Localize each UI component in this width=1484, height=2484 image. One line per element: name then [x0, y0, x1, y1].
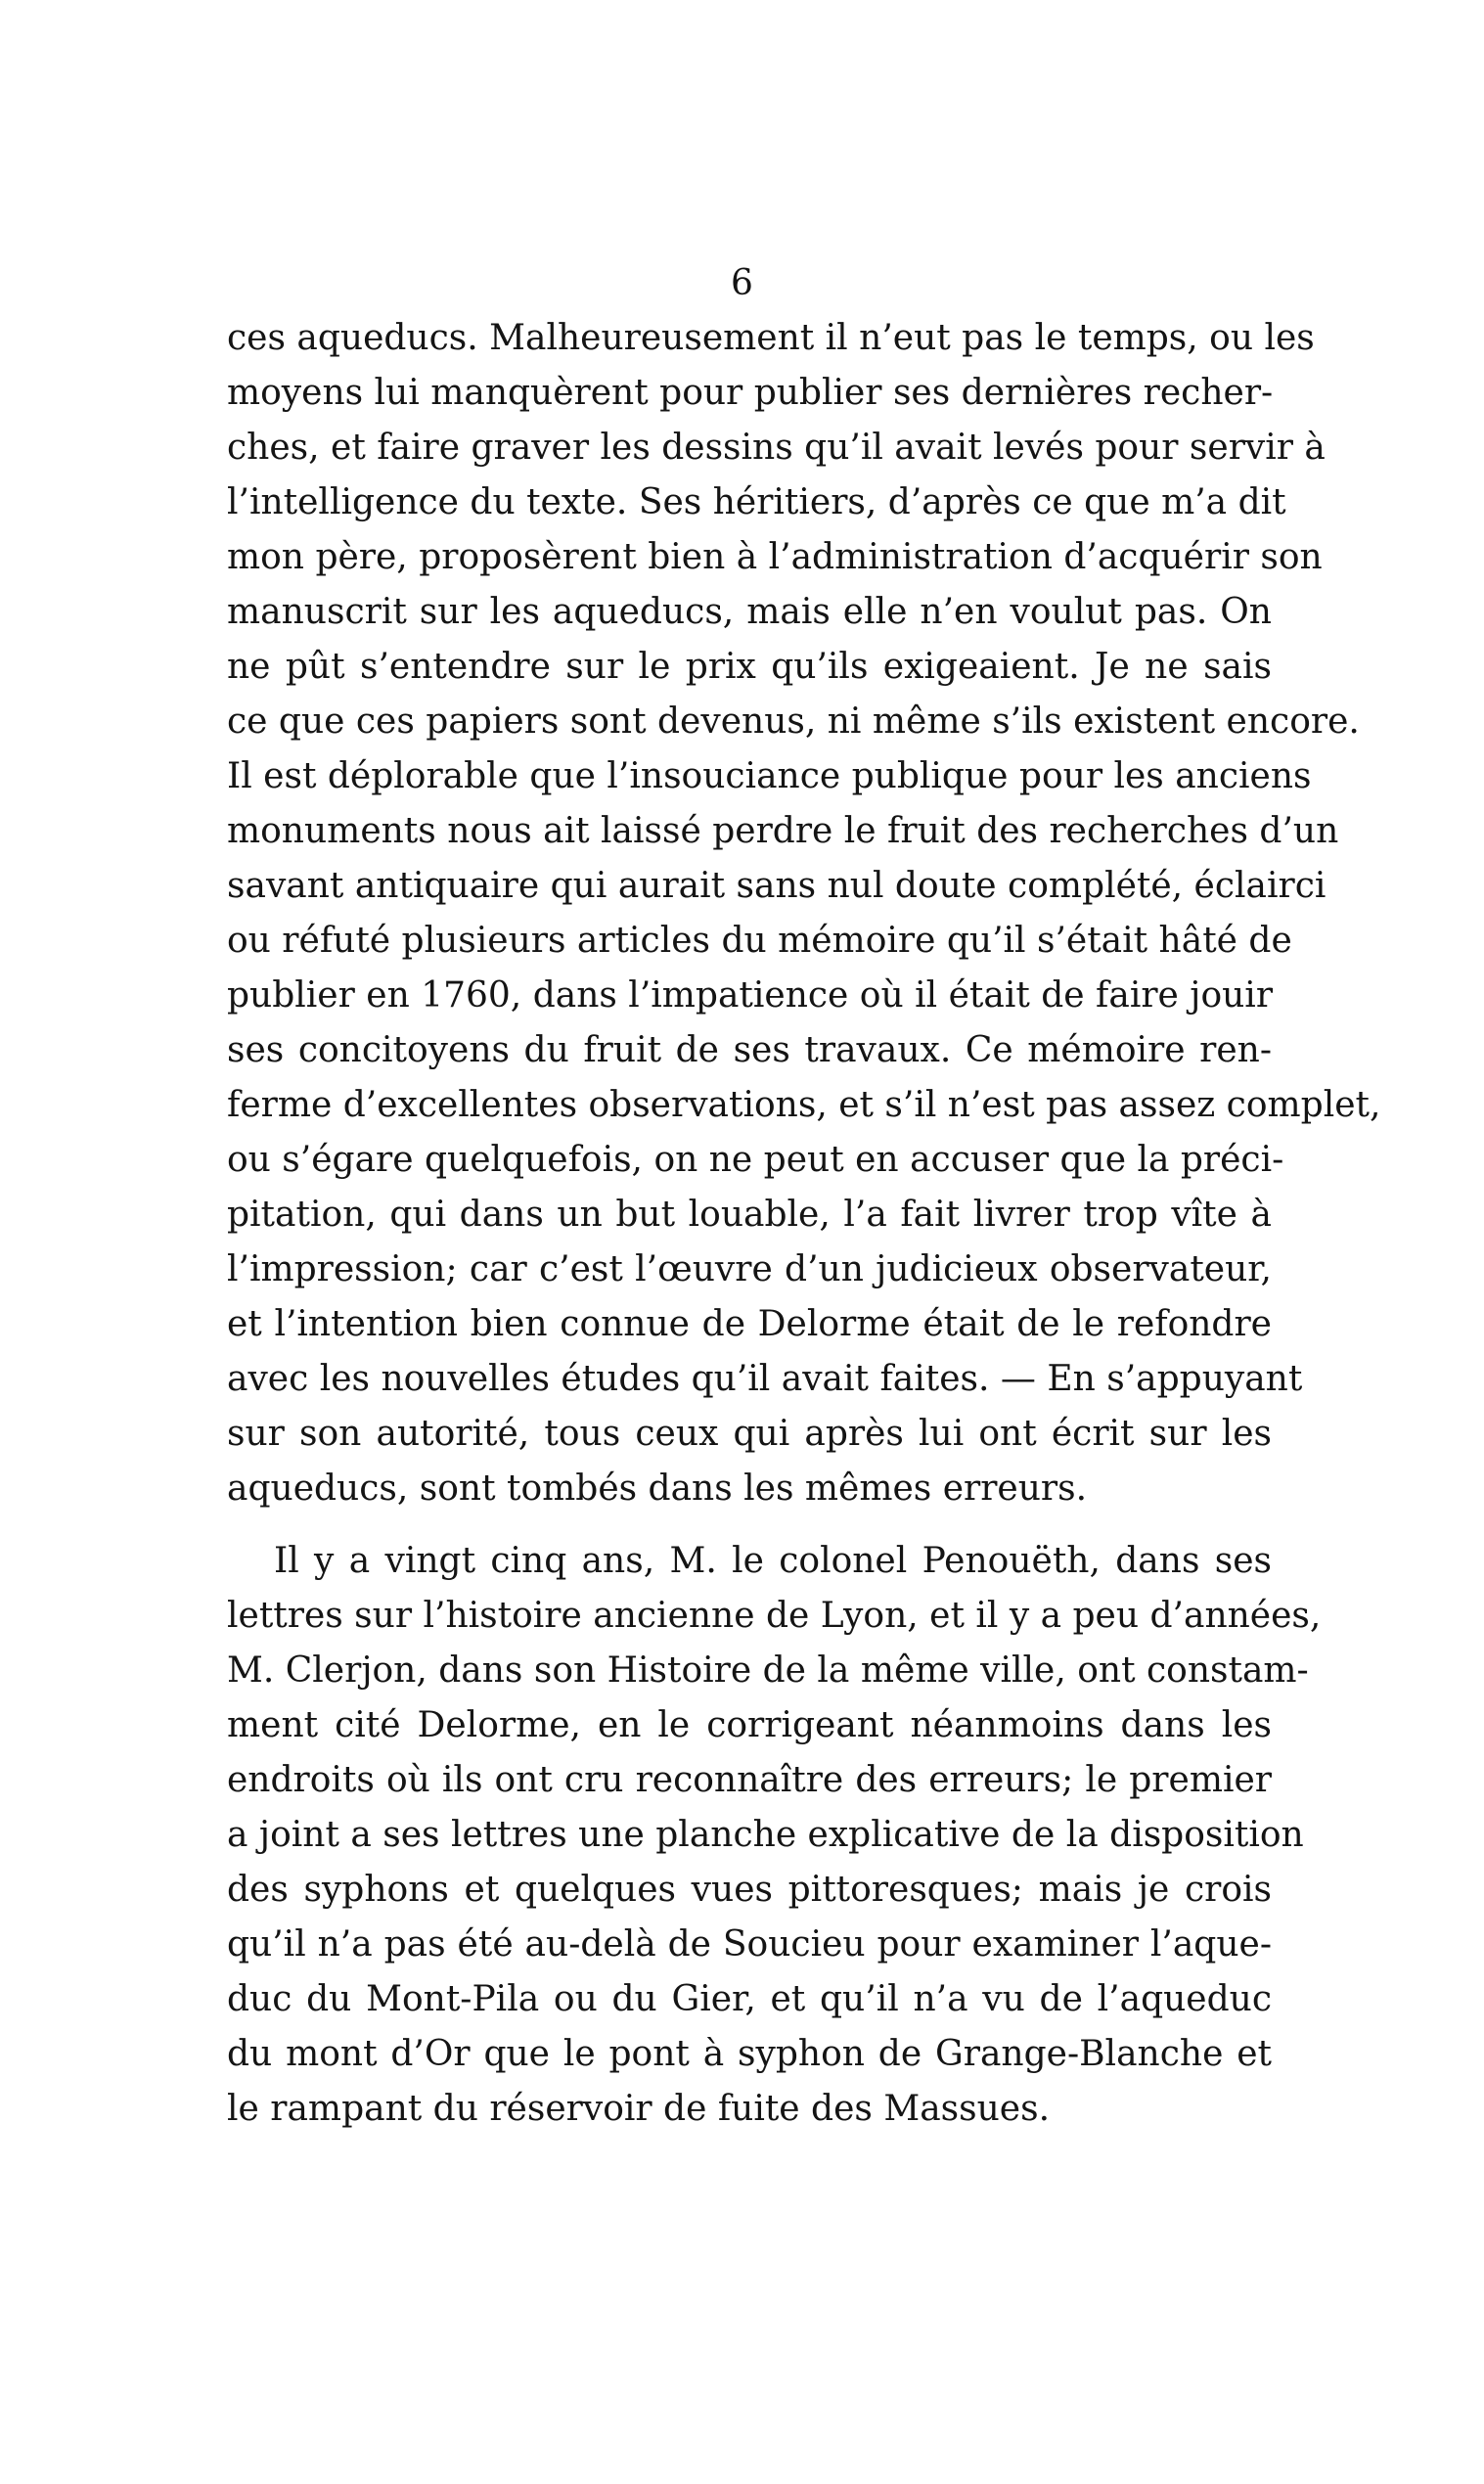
text-line: manuscrit sur les aqueducs, mais elle n’en voulut pas. On	[227, 592, 1272, 632]
page-number: 6	[731, 263, 753, 303]
text-line: le rampant du réservoir de fuite des Massues.	[227, 2089, 1051, 2129]
text-line: Il y a vingt cinq ans, M. le colonel Penouëth, dans ses	[274, 1541, 1272, 1581]
text-line: ou réfuté plusieurs articles du mémoire qu’il s’était hâté de	[227, 921, 1292, 961]
paragraph-gap	[227, 1516, 1272, 1534]
text-line: M. Clerjon, dans son Histoire de la même ville, ont constam-	[227, 1650, 1309, 1691]
text-line: qu’il n’a pas été au-delà de Soucieu pour examiner l’aque-	[227, 1924, 1272, 1965]
text-line: Il est déplorable que l’insouciance publique pour les anciens	[227, 756, 1312, 796]
text-line: moyens lui manquèrent pour publier ses dernières recher-	[227, 373, 1274, 413]
text-line: a joint a ses lettres une planche explicative de la disposition	[227, 1815, 1304, 1855]
text-line: lettres sur l’histoire ancienne de Lyon, et il y a peu d’années,	[227, 1596, 1322, 1636]
text-line: publier en 1760, dans l’impatience où il était de faire jouir	[227, 975, 1274, 1016]
text-line: avec les nouvelles études qu’il avait faites. — En s’appuyant	[227, 1359, 1303, 1399]
text-line: ou s’égare quelquefois, on ne peut en accuser que la préci-	[227, 1140, 1284, 1180]
text-line: l’impression; car c’est l’œuvre d’un judicieux observateur,	[227, 1249, 1272, 1289]
text-line: savant antiquaire qui aurait sans nul doute complété, éclairci	[227, 866, 1327, 906]
text-line: et l’intention bien connue de Delorme était de le refondre	[227, 1304, 1272, 1344]
text-line: l’intelligence du texte. Ses héritiers, d’après ce que m’a dit	[227, 482, 1286, 522]
text-line: ces aqueducs. Malheureusement il n’eut pas le temps, ou les	[227, 318, 1315, 358]
paragraph	[227, 311, 1381, 1516]
text-line: des syphons et quelques vues pittoresques; mais je crois	[227, 1870, 1272, 1910]
body-text	[227, 311, 1381, 2137]
text-line: ment cité Delorme, en le corrigeant néanmoins dans les	[227, 1705, 1272, 1745]
text-line: aqueducs, sont tombés dans les mêmes erreurs.	[227, 1468, 1088, 1509]
text-line: ne pût s’entendre sur le prix qu’ils exigeaient. Je ne sais	[227, 647, 1272, 687]
text-line: ferme d’excellentes observations, et s’il n’est pas assez complet,	[227, 1085, 1381, 1125]
text-line: ses concitoyens du fruit de ses travaux. Ce mémoire ren-	[227, 1030, 1272, 1070]
text-line: endroits où ils ont cru reconnaître des erreurs; le premier	[227, 1760, 1272, 1800]
text-line: ce que ces papiers sont devenus, ni même s’ils existent encore.	[227, 701, 1360, 742]
text-line: ches, et faire graver les dessins qu’il avait levés pour servir à	[227, 428, 1326, 468]
text-line: duc du Mont-Pila ou du Gier, et qu’il n’a vu de l’aqueduc	[227, 1979, 1272, 2019]
text-line: du mont d’Or que le pont à syphon de Grange-Blanche et	[227, 2034, 1272, 2074]
text-line: pitation, qui dans un but louable, l’a fait livrer trop vîte à	[227, 1195, 1272, 1235]
text-line: sur son autorité, tous ceux qui après lui ont écrit sur les	[227, 1414, 1272, 1454]
paragraph	[227, 1534, 1322, 2137]
text-line: monuments nous ait laissé perdre le fruit des recherches d’un	[227, 811, 1339, 851]
text-line: mon père, proposèrent bien à l’administration d’acquérir son	[227, 537, 1323, 577]
